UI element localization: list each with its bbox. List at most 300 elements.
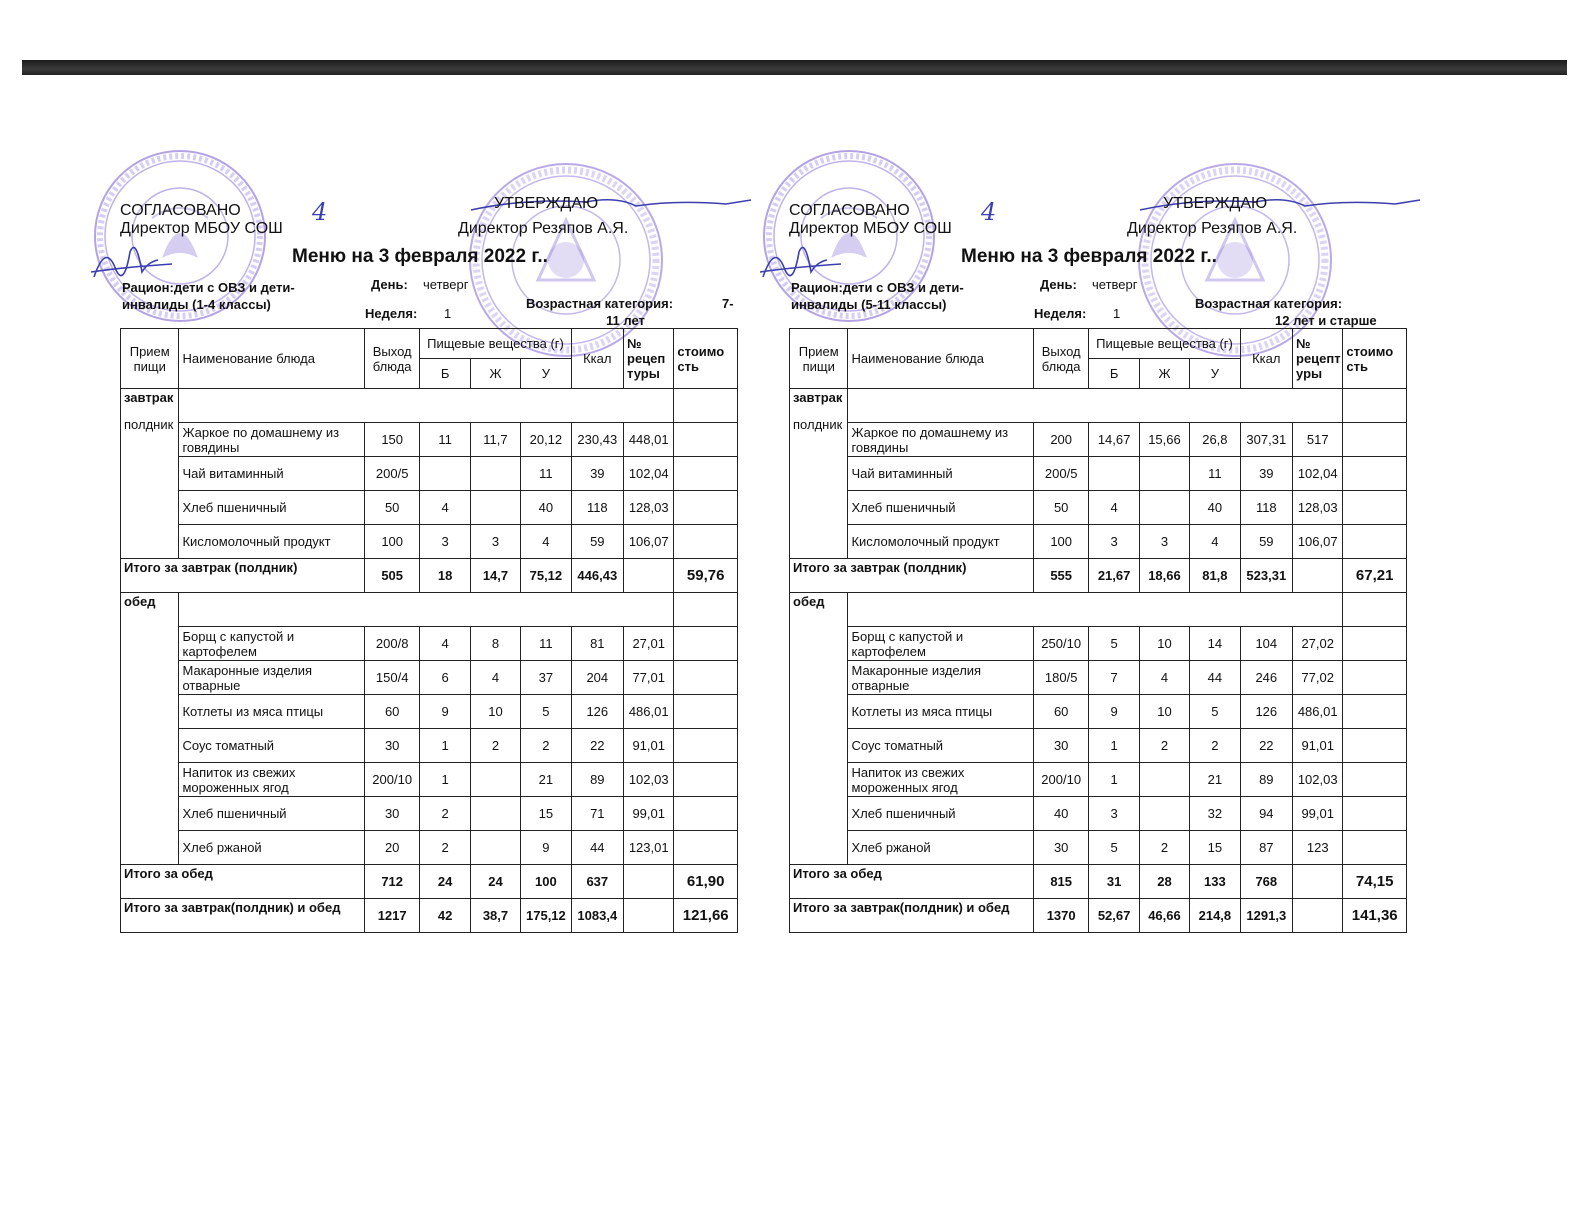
meal-lunch: обед [121, 593, 179, 865]
header-fat: Ж [1139, 359, 1189, 389]
total-recipe [1293, 899, 1343, 933]
total-fat: 24 [470, 865, 520, 899]
ration-line-1: Рацион:дети с ОВЗ и дети- [122, 280, 295, 295]
dish-kcal: 126 [571, 695, 623, 729]
lunch-heading-row [790, 593, 1407, 627]
dish-cost [1343, 797, 1407, 831]
total-protein: 18 [420, 559, 470, 593]
dish-kcal: 104 [1240, 627, 1292, 661]
dish-yield: 200/10 [1033, 763, 1088, 797]
dish-carbs: 5 [1190, 695, 1240, 729]
breakfast-label: завтрак [124, 390, 174, 405]
table-row [121, 695, 738, 729]
dish-carbs: 15 [521, 797, 571, 831]
dish-kcal: 39 [1240, 457, 1292, 491]
menu-title: Меню на 3 февраля 2022 г.. [292, 246, 548, 267]
dish-recipe-no: 99,01 [1293, 797, 1343, 831]
dish-name: Напиток из свежих мороженных ягод [848, 763, 1033, 797]
dish-yield: 200/10 [364, 763, 419, 797]
dish-carbs: 40 [521, 491, 571, 525]
day-value: четверг [1092, 277, 1138, 292]
menu-sheet-left [86, 0, 734, 960]
table-row [790, 457, 1407, 491]
total-yield: 1370 [1033, 899, 1088, 933]
dish-protein: 1 [420, 729, 470, 763]
dish-fat [470, 831, 520, 865]
total-cost: 67,21 [1343, 559, 1407, 593]
dish-yield: 150/4 [364, 661, 419, 695]
dish-carbs: 11 [1190, 457, 1240, 491]
dish-protein: 9 [420, 695, 470, 729]
ration-line-2: инвалиды (5-11 классы) [791, 297, 947, 312]
total-cost: 74,15 [1343, 865, 1407, 899]
dish-kcal: 22 [571, 729, 623, 763]
table-row [121, 661, 738, 695]
total-protein: 21,67 [1089, 559, 1139, 593]
dish-cost [674, 661, 738, 695]
dish-cost [674, 627, 738, 661]
dish-name: Жаркое по домашнему из говядины [179, 423, 364, 457]
dish-name: Кисломолочный продукт [179, 525, 364, 559]
table-row [121, 457, 738, 491]
header-fat: Ж [470, 359, 520, 389]
total-carbs: 81,8 [1190, 559, 1240, 593]
dish-cost [674, 695, 738, 729]
dish-yield: 60 [1033, 695, 1088, 729]
table-row [790, 525, 1407, 559]
age-category-label: Возрастная категория: [526, 296, 674, 311]
dish-protein: 1 [1089, 729, 1139, 763]
empty-cell [848, 389, 1343, 423]
empty-cell [674, 593, 738, 627]
dish-kcal: 307,31 [1240, 423, 1292, 457]
dish-yield: 30 [364, 797, 419, 831]
total-recipe [1293, 865, 1343, 899]
menu-table [120, 328, 738, 933]
header-meal: Прием пищи [121, 329, 179, 389]
total-label: Итого за завтрак (полдник) [121, 559, 365, 593]
total-kcal: 446,43 [571, 559, 623, 593]
table-row [121, 525, 738, 559]
dish-yield: 60 [364, 695, 419, 729]
total-cost: 59,76 [674, 559, 738, 593]
dish-fat: 10 [1139, 695, 1189, 729]
dish-protein: 1 [420, 763, 470, 797]
dish-kcal: 59 [571, 525, 623, 559]
dish-name: Чай витаминный [179, 457, 364, 491]
director-left-label: Директор МБОУ СОШ [789, 220, 952, 237]
dish-kcal: 204 [571, 661, 623, 695]
dish-yield: 200/5 [364, 457, 419, 491]
table-row [790, 491, 1407, 525]
dish-protein: 11 [420, 423, 470, 457]
lunch-total-row [790, 865, 1407, 899]
dish-kcal: 87 [1240, 831, 1292, 865]
dish-carbs: 40 [1190, 491, 1240, 525]
empty-cell [179, 389, 674, 423]
dish-recipe-no: 123,01 [624, 831, 674, 865]
dish-cost [1343, 729, 1407, 763]
dish-fat: 10 [470, 695, 520, 729]
dish-name: Жаркое по домашнему из говядины [848, 423, 1033, 457]
table-row [790, 423, 1407, 457]
lunch-heading-row [121, 593, 738, 627]
dish-kcal: 246 [1240, 661, 1292, 695]
lunch-total-row [121, 865, 738, 899]
header-yield: Выход блюда [1033, 329, 1088, 389]
dish-recipe-no: 486,01 [1293, 695, 1343, 729]
dish-fat: 4 [1139, 661, 1189, 695]
dish-carbs: 21 [1190, 763, 1240, 797]
dish-name: Хлеб ржаной [848, 831, 1033, 865]
dish-protein: 3 [1089, 797, 1139, 831]
dish-protein: 3 [1089, 525, 1139, 559]
dish-protein: 6 [420, 661, 470, 695]
dish-name: Борщ с капустой и картофелем [848, 627, 1033, 661]
dish-yield: 200/5 [1033, 457, 1088, 491]
dish-name: Хлеб пшеничный [179, 491, 364, 525]
director-left-label: Директор МБОУ СОШ [120, 220, 283, 237]
dish-fat: 3 [470, 525, 520, 559]
dish-protein: 4 [420, 627, 470, 661]
dish-fat: 2 [1139, 831, 1189, 865]
dish-fat [470, 491, 520, 525]
dish-carbs: 11 [521, 457, 571, 491]
table-row [790, 695, 1407, 729]
dish-fat: 15,66 [1139, 423, 1189, 457]
empty-cell [848, 593, 1343, 627]
table-row [121, 627, 738, 661]
total-label: Итого за завтрак (полдник) [790, 559, 1034, 593]
dish-yield: 100 [1033, 525, 1088, 559]
dish-cost [674, 763, 738, 797]
header-carbs: У [521, 359, 571, 389]
header-cost: стоимо сть [1343, 329, 1407, 389]
total-protein: 31 [1089, 865, 1139, 899]
dish-fat: 2 [470, 729, 520, 763]
dish-cost [674, 423, 738, 457]
age-category-value-a: 7- [722, 296, 734, 311]
dish-yield: 30 [1033, 729, 1088, 763]
dish-name: Борщ с капустой и картофелем [179, 627, 364, 661]
dish-carbs: 44 [1190, 661, 1240, 695]
grand-total-row [790, 899, 1407, 933]
dish-yield: 250/10 [1033, 627, 1088, 661]
week-value: 1 [444, 306, 452, 321]
dish-yield: 20 [364, 831, 419, 865]
dish-yield: 200/8 [364, 627, 419, 661]
header-kcal: Ккал [1240, 329, 1292, 389]
menu-title: Меню на 3 февраля 2022 г.. [961, 246, 1217, 267]
dish-protein: 1 [1089, 763, 1139, 797]
dish-cost [1343, 661, 1407, 695]
dish-kcal: 89 [1240, 763, 1292, 797]
dish-carbs: 2 [521, 729, 571, 763]
school-number-handwritten: 4 [312, 198, 328, 226]
snack-label: полдник [793, 417, 843, 432]
table-row [790, 627, 1407, 661]
meal-breakfast [790, 389, 848, 559]
dish-cost [1343, 491, 1407, 525]
dish-carbs: 2 [1190, 729, 1240, 763]
total-cost: 61,90 [674, 865, 738, 899]
dish-name: Чай витаминный [848, 457, 1033, 491]
total-carbs: 100 [521, 865, 571, 899]
week-label: Неделя: [1034, 306, 1087, 321]
total-protein: 42 [420, 899, 470, 933]
grand-total-row [121, 899, 738, 933]
approved-left-label: СОГЛАСОВАНО [789, 202, 910, 219]
dish-recipe-no: 448,01 [624, 423, 674, 457]
dish-yield: 40 [1033, 797, 1088, 831]
header-cost: стоимо сть [674, 329, 738, 389]
dish-kcal: 22 [1240, 729, 1292, 763]
table-row [121, 763, 738, 797]
total-carbs: 175,12 [521, 899, 571, 933]
total-label: Итого за обед [121, 865, 365, 899]
total-fat: 46,66 [1139, 899, 1189, 933]
total-yield: 1217 [364, 899, 419, 933]
dish-yield: 150 [364, 423, 419, 457]
dish-kcal: 94 [1240, 797, 1292, 831]
dish-recipe-no: 91,01 [1293, 729, 1343, 763]
dish-kcal: 118 [571, 491, 623, 525]
total-yield: 505 [364, 559, 419, 593]
school-number-handwritten: 4 [981, 198, 997, 226]
total-protein: 24 [420, 865, 470, 899]
dish-recipe-no: 77,01 [624, 661, 674, 695]
dish-name: Соус томатный [179, 729, 364, 763]
menu-sheet-right [755, 0, 1398, 960]
dish-carbs: 21 [521, 763, 571, 797]
dish-carbs: 4 [1190, 525, 1240, 559]
total-cost: 141,36 [1343, 899, 1407, 933]
dish-carbs: 14 [1190, 627, 1240, 661]
dish-yield: 30 [364, 729, 419, 763]
table-row [790, 661, 1407, 695]
total-carbs: 133 [1190, 865, 1240, 899]
total-yield: 815 [1033, 865, 1088, 899]
table-row [121, 831, 738, 865]
dish-fat [470, 457, 520, 491]
empty-cell [1343, 593, 1407, 627]
dish-name: Макаронные изделия отварные [848, 661, 1033, 695]
week-value: 1 [1113, 306, 1121, 321]
age-category-value-b: 12 лет и старше [1275, 313, 1377, 328]
dish-recipe-no: 102,03 [624, 763, 674, 797]
dish-name: Хлеб ржаной [179, 831, 364, 865]
total-protein: 52,67 [1089, 899, 1139, 933]
dish-carbs: 11 [521, 627, 571, 661]
dish-fat: 8 [470, 627, 520, 661]
age-category-value-b: 11 лет [606, 313, 645, 328]
dish-protein: 5 [1089, 627, 1139, 661]
dish-yield: 100 [364, 525, 419, 559]
header-meal: Прием пищи [790, 329, 848, 389]
dish-protein: 2 [420, 831, 470, 865]
dish-fat: 4 [470, 661, 520, 695]
dish-carbs: 32 [1190, 797, 1240, 831]
ration-line-2: инвалиды (1-4 классы) [122, 297, 271, 312]
dish-fat: 2 [1139, 729, 1189, 763]
dish-recipe-no: 99,01 [624, 797, 674, 831]
dish-carbs: 4 [521, 525, 571, 559]
dish-name: Соус томатный [848, 729, 1033, 763]
breakfast-label: завтрак [793, 390, 843, 405]
total-carbs: 75,12 [521, 559, 571, 593]
dish-recipe-no: 123 [1293, 831, 1343, 865]
dish-recipe-no: 91,01 [624, 729, 674, 763]
empty-cell [179, 593, 674, 627]
total-label: Итого за завтрак(полдник) и обед [790, 899, 1034, 933]
dish-cost [1343, 525, 1407, 559]
header-recipe: № рецепт уры [1293, 329, 1343, 389]
dish-protein: 3 [420, 525, 470, 559]
dish-name: Кисломолочный продукт [848, 525, 1033, 559]
dish-name: Хлеб пшеничный [848, 491, 1033, 525]
dish-cost [1343, 831, 1407, 865]
dish-protein [1089, 457, 1139, 491]
total-label: Итого за обед [790, 865, 1034, 899]
ration-line-1: Рацион:дети с ОВЗ и дети- [791, 280, 964, 295]
dish-cost [1343, 457, 1407, 491]
dish-cost [1343, 627, 1407, 661]
dish-fat [470, 763, 520, 797]
total-recipe [624, 559, 674, 593]
week-label: Неделя: [365, 306, 418, 321]
total-recipe [1293, 559, 1343, 593]
dish-name: Котлеты из мяса птицы [179, 695, 364, 729]
dish-recipe-no: 106,07 [1293, 525, 1343, 559]
dish-fat [1139, 457, 1189, 491]
dish-name: Хлеб пшеничный [848, 797, 1033, 831]
total-kcal: 1083,4 [571, 899, 623, 933]
meal-breakfast [121, 389, 179, 559]
breakfast-total-row [790, 559, 1407, 593]
dish-cost [1343, 695, 1407, 729]
dish-recipe-no: 486,01 [624, 695, 674, 729]
age-category-label: Возрастная категория: [1195, 296, 1343, 311]
total-cost: 121,66 [674, 899, 738, 933]
dish-carbs: 9 [521, 831, 571, 865]
header-carbs: У [1190, 359, 1240, 389]
header-protein: Б [420, 359, 470, 389]
dish-kcal: 89 [571, 763, 623, 797]
dish-carbs: 15 [1190, 831, 1240, 865]
approved-right-label: УТВЕРЖДАЮ [494, 195, 599, 212]
total-recipe [624, 865, 674, 899]
dish-yield: 50 [1033, 491, 1088, 525]
dish-kcal: 126 [1240, 695, 1292, 729]
total-yield: 555 [1033, 559, 1088, 593]
dish-cost [674, 457, 738, 491]
header-protein: Б [1089, 359, 1139, 389]
day-label: День: [371, 277, 408, 292]
table-row [790, 729, 1407, 763]
total-fat: 14,7 [470, 559, 520, 593]
dish-carbs: 26,8 [1190, 423, 1240, 457]
total-fat: 18,66 [1139, 559, 1189, 593]
dish-name: Макаронные изделия отварные [179, 661, 364, 695]
dish-carbs: 37 [521, 661, 571, 695]
dish-protein [420, 457, 470, 491]
dish-fat: 3 [1139, 525, 1189, 559]
dish-protein: 4 [1089, 491, 1139, 525]
total-fat: 38,7 [470, 899, 520, 933]
dish-recipe-no: 128,03 [624, 491, 674, 525]
dish-fat [1139, 491, 1189, 525]
total-recipe [624, 899, 674, 933]
dish-kcal: 81 [571, 627, 623, 661]
table-row [790, 763, 1407, 797]
dish-cost [674, 797, 738, 831]
dish-recipe-no: 27,02 [1293, 627, 1343, 661]
empty-cell [674, 389, 738, 423]
dish-recipe-no: 102,04 [1293, 457, 1343, 491]
dish-recipe-no: 128,03 [1293, 491, 1343, 525]
dish-name: Котлеты из мяса птицы [848, 695, 1033, 729]
dish-protein: 5 [1089, 831, 1139, 865]
breakfast-total-row [121, 559, 738, 593]
approved-left-label: СОГЛАСОВАНО [120, 202, 241, 219]
dish-name: Напиток из свежих мороженных ягод [179, 763, 364, 797]
dish-protein: 4 [420, 491, 470, 525]
dish-kcal: 71 [571, 797, 623, 831]
dish-recipe-no: 102,04 [624, 457, 674, 491]
meal-lunch: обед [790, 593, 848, 865]
empty-cell [1343, 389, 1407, 423]
approved-right-label: УТВЕРЖДАЮ [1163, 195, 1268, 212]
dish-yield: 200 [1033, 423, 1088, 457]
dish-cost [674, 729, 738, 763]
dish-kcal: 39 [571, 457, 623, 491]
header-kcal: Ккал [571, 329, 623, 389]
breakfast-heading-row [790, 389, 1407, 423]
table-row [121, 423, 738, 457]
dish-recipe-no: 27,01 [624, 627, 674, 661]
director-right-label: Директор Резяпов А.Я. [458, 220, 629, 237]
header-recipe: № рецеп туры [624, 329, 674, 389]
director-right-label: Директор Резяпов А.Я. [1127, 220, 1298, 237]
dish-fat: 11,7 [470, 423, 520, 457]
dish-carbs: 5 [521, 695, 571, 729]
header-dish: Наименование блюда [179, 329, 364, 389]
table-row [790, 831, 1407, 865]
dish-fat [470, 797, 520, 831]
table-row [121, 491, 738, 525]
header-yield: Выход блюда [364, 329, 419, 389]
dish-protein: 7 [1089, 661, 1139, 695]
dish-yield: 50 [364, 491, 419, 525]
total-kcal: 637 [571, 865, 623, 899]
dish-yield: 180/5 [1033, 661, 1088, 695]
dish-recipe-no: 102,03 [1293, 763, 1343, 797]
dish-recipe-no: 517 [1293, 423, 1343, 457]
dish-cost [674, 525, 738, 559]
dish-kcal: 59 [1240, 525, 1292, 559]
dish-recipe-no: 106,07 [624, 525, 674, 559]
dish-recipe-no: 77,02 [1293, 661, 1343, 695]
dish-kcal: 230,43 [571, 423, 623, 457]
dish-cost [1343, 423, 1407, 457]
header-nutrients: Пищевые вещества (г) [1089, 329, 1240, 359]
total-kcal: 768 [1240, 865, 1292, 899]
dish-fat [1139, 763, 1189, 797]
day-label: День: [1040, 277, 1077, 292]
header-nutrients: Пищевые вещества (г) [420, 329, 571, 359]
dish-kcal: 44 [571, 831, 623, 865]
dish-cost [674, 491, 738, 525]
